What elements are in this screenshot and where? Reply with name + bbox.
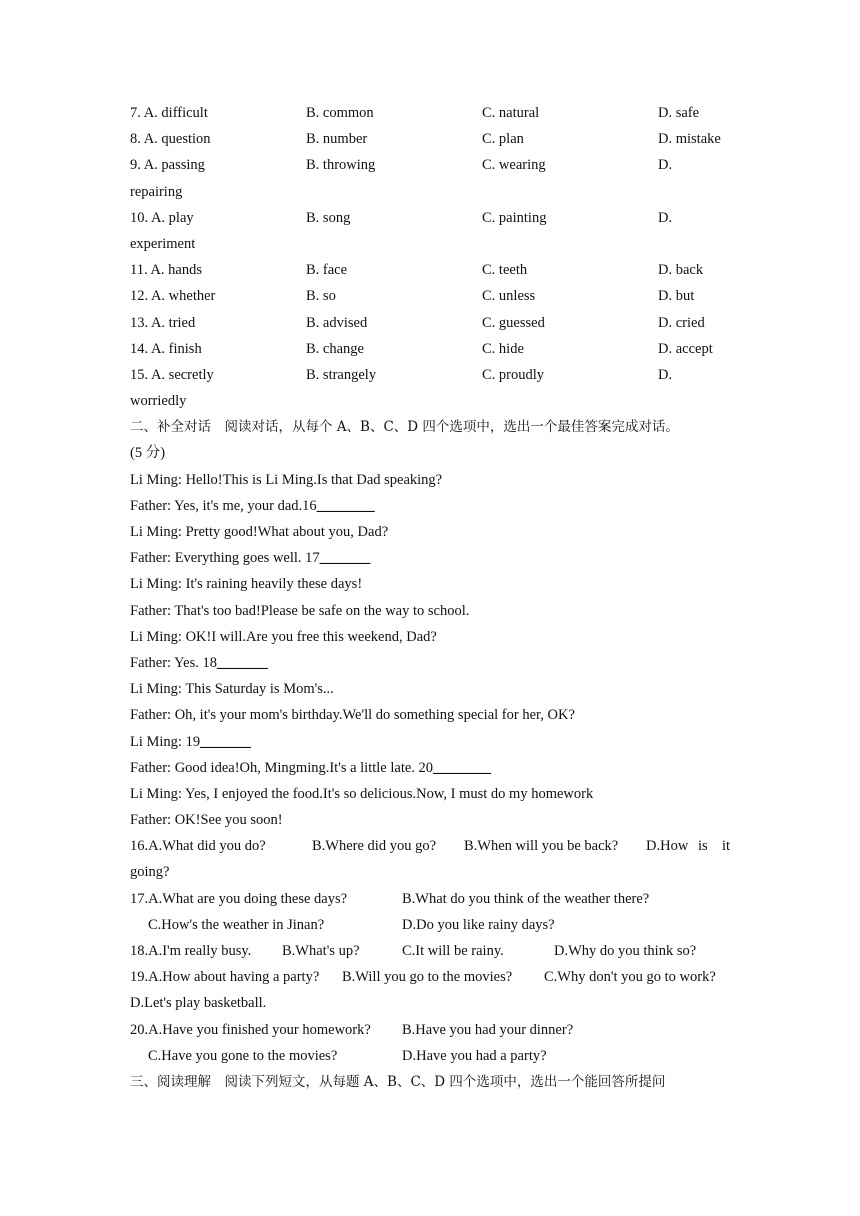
option-d: D. mistake bbox=[658, 131, 721, 148]
dialogue-line: Father: Everything goes well. 17_______ bbox=[130, 550, 371, 567]
option-a: 11. A. hands bbox=[130, 262, 202, 279]
option-d: D. accept bbox=[658, 340, 713, 357]
option-d: D. bbox=[658, 157, 673, 174]
q16-option-d-cont: going? bbox=[130, 864, 170, 881]
document-content bbox=[130, 100, 730, 1095]
option-d: D. bbox=[658, 366, 673, 383]
option-d: D. cried bbox=[658, 314, 705, 331]
option-b: B. change bbox=[306, 340, 364, 357]
q20-option-b: B.Have you had your dinner? bbox=[402, 1021, 574, 1038]
question-18 bbox=[130, 938, 730, 964]
option-d-wrapped: experiment bbox=[130, 235, 196, 252]
option-a: 13. A. tried bbox=[130, 314, 196, 331]
option-c: C. natural bbox=[482, 105, 540, 121]
option-c: C. guessed bbox=[482, 314, 545, 331]
cloze-row bbox=[130, 100, 730, 126]
dialogue-line: Li Ming: Yes, I enjoyed the food.It's so delicious.Now, I must do my homework bbox=[130, 785, 594, 802]
answer-blank: ________ bbox=[316, 497, 375, 514]
dialogue-line: Father: Yes. 18_______ bbox=[130, 654, 268, 671]
cloze-row-wrap bbox=[130, 231, 730, 257]
question-20-cont bbox=[130, 1043, 730, 1069]
cloze-row bbox=[130, 257, 730, 283]
option-a: 15. A. secretly bbox=[130, 366, 214, 383]
option-c: C. plan bbox=[482, 131, 524, 148]
option-c: C. painting bbox=[482, 209, 547, 226]
question-19 bbox=[130, 964, 730, 990]
answer-blank: _______ bbox=[200, 733, 251, 750]
question-20 bbox=[130, 1017, 730, 1043]
q19-option-b: B.Will you go to the movies? bbox=[342, 969, 513, 986]
option-d: D. back bbox=[658, 262, 704, 279]
option-c: C. teeth bbox=[482, 262, 528, 279]
question-17-cont bbox=[130, 912, 730, 938]
q19-option-a: 19.A.How about having a party? bbox=[130, 969, 320, 986]
option-b: B. advised bbox=[306, 314, 368, 331]
dialogue-line: Father: OK!See you soon! bbox=[130, 812, 283, 829]
option-b: B. song bbox=[306, 209, 351, 226]
cloze-row bbox=[130, 126, 730, 152]
q17-option-c: C.How's the weather in Jinan? bbox=[148, 916, 325, 933]
cloze-row-wrap bbox=[130, 388, 730, 414]
q20-option-d: D.Have you had a party? bbox=[402, 1047, 547, 1064]
q16-option-c: B.When will you be back? bbox=[464, 838, 619, 855]
q18-option-b: B.What's up? bbox=[282, 943, 360, 959]
section-heading: 三、阅读理解 阅读下列短文，从每题 A、B、C、D 四个选项中，选出一个能回答所提问 bbox=[130, 1073, 666, 1090]
q16-option-d-word2: is bbox=[698, 838, 708, 855]
cloze-row bbox=[130, 310, 730, 336]
answer-blank: _______ bbox=[319, 550, 371, 567]
dialogue-line: Li Ming: 19_______ bbox=[130, 733, 251, 750]
option-b: B. strangely bbox=[306, 366, 377, 383]
cloze-row bbox=[130, 336, 730, 362]
option-a: 10. A. play bbox=[130, 209, 194, 226]
q18-option-c: C.It will be rainy. bbox=[402, 943, 504, 959]
option-d: D. but bbox=[658, 288, 695, 305]
cloze-row bbox=[130, 152, 730, 178]
option-d-wrapped: repairing bbox=[130, 183, 183, 200]
question-16 bbox=[130, 833, 730, 859]
q18-option-d: D.Why do you think so? bbox=[554, 943, 697, 959]
dialogue-line: Father: Yes, it's me, your dad.16________ bbox=[130, 497, 375, 514]
dialogue-line: Father: That's too bad!Please be safe on the way to school. bbox=[130, 602, 470, 619]
option-c: C. proudly bbox=[482, 366, 545, 383]
q19-option-c: C.Why don't you go to work? bbox=[544, 969, 716, 986]
option-d: D. bbox=[658, 209, 673, 226]
cloze-row bbox=[130, 283, 730, 309]
dialogue-line: Li Ming: It's raining heavily these days! bbox=[130, 576, 363, 593]
option-a: 9. A. passing bbox=[130, 157, 205, 174]
question-17 bbox=[130, 886, 730, 912]
q16-option-d-word1: D.How bbox=[646, 838, 689, 855]
dialogue-line: Father: Oh, it's your mom's birthday.We'll do something special for her, OK? bbox=[130, 707, 575, 724]
dialogue-line: Li Ming: Pretty good!What about you, Dad? bbox=[130, 524, 389, 540]
answer-blank: _______ bbox=[217, 654, 268, 671]
option-a: 8. A. question bbox=[130, 131, 211, 148]
option-c: C. hide bbox=[482, 340, 524, 357]
option-b: B. face bbox=[306, 262, 348, 279]
q16-option-a: 16.A.What did you do? bbox=[130, 838, 266, 855]
option-d: D. safe bbox=[658, 105, 700, 121]
option-b: B. common bbox=[306, 105, 374, 121]
dialogue-line: Father: Good idea!Oh, Mingming.It's a little late. 20________ bbox=[130, 759, 492, 776]
q17-option-a: 17.A.What are you doing these days? bbox=[130, 890, 348, 907]
cloze-row bbox=[130, 362, 730, 388]
section-heading: 二、补全对话 阅读对话，从每个 A、B、C、D 四个选项中，选出一个最佳答案完成对话。 bbox=[130, 419, 679, 436]
dialogue-line: Li Ming: Hello!This is Li Ming.Is that Dad speaking? bbox=[130, 471, 443, 488]
option-c: C. unless bbox=[482, 288, 536, 305]
option-b: B. so bbox=[306, 288, 336, 305]
cloze-row bbox=[130, 205, 730, 231]
q18-option-a: 18.A.I'm really busy. bbox=[130, 943, 252, 959]
q17-option-b: B.What do you think of the weather there? bbox=[402, 890, 650, 907]
option-c: C. wearing bbox=[482, 157, 546, 174]
option-a: 14. A. finish bbox=[130, 340, 202, 357]
option-a: 12. A. whether bbox=[130, 288, 216, 305]
dialogue-line: Li Ming: OK!I will.Are you free this weekend, Dad? bbox=[130, 628, 437, 645]
option-a: 7. A. difficult bbox=[130, 105, 208, 121]
q20-option-c: C.Have you gone to the movies? bbox=[148, 1047, 338, 1064]
q16-option-d-word3: it bbox=[722, 838, 731, 855]
q20-option-a: 20.A.Have you finished your homework? bbox=[130, 1021, 371, 1038]
q17-option-d: D.Do you like rainy days? bbox=[402, 916, 555, 933]
option-d-wrapped: worriedly bbox=[130, 393, 187, 410]
option-b: B. number bbox=[306, 131, 368, 148]
option-b: B. throwing bbox=[306, 157, 376, 174]
section-points: (5 分) bbox=[130, 445, 166, 462]
cloze-row-wrap bbox=[130, 179, 730, 205]
dialogue-line: Li Ming: This Saturday is Mom's... bbox=[130, 681, 334, 698]
q19-option-d: D.Let's play basketball. bbox=[130, 995, 267, 1012]
answer-blank: ________ bbox=[433, 759, 492, 776]
q16-option-b: B.Where did you go? bbox=[312, 838, 437, 855]
